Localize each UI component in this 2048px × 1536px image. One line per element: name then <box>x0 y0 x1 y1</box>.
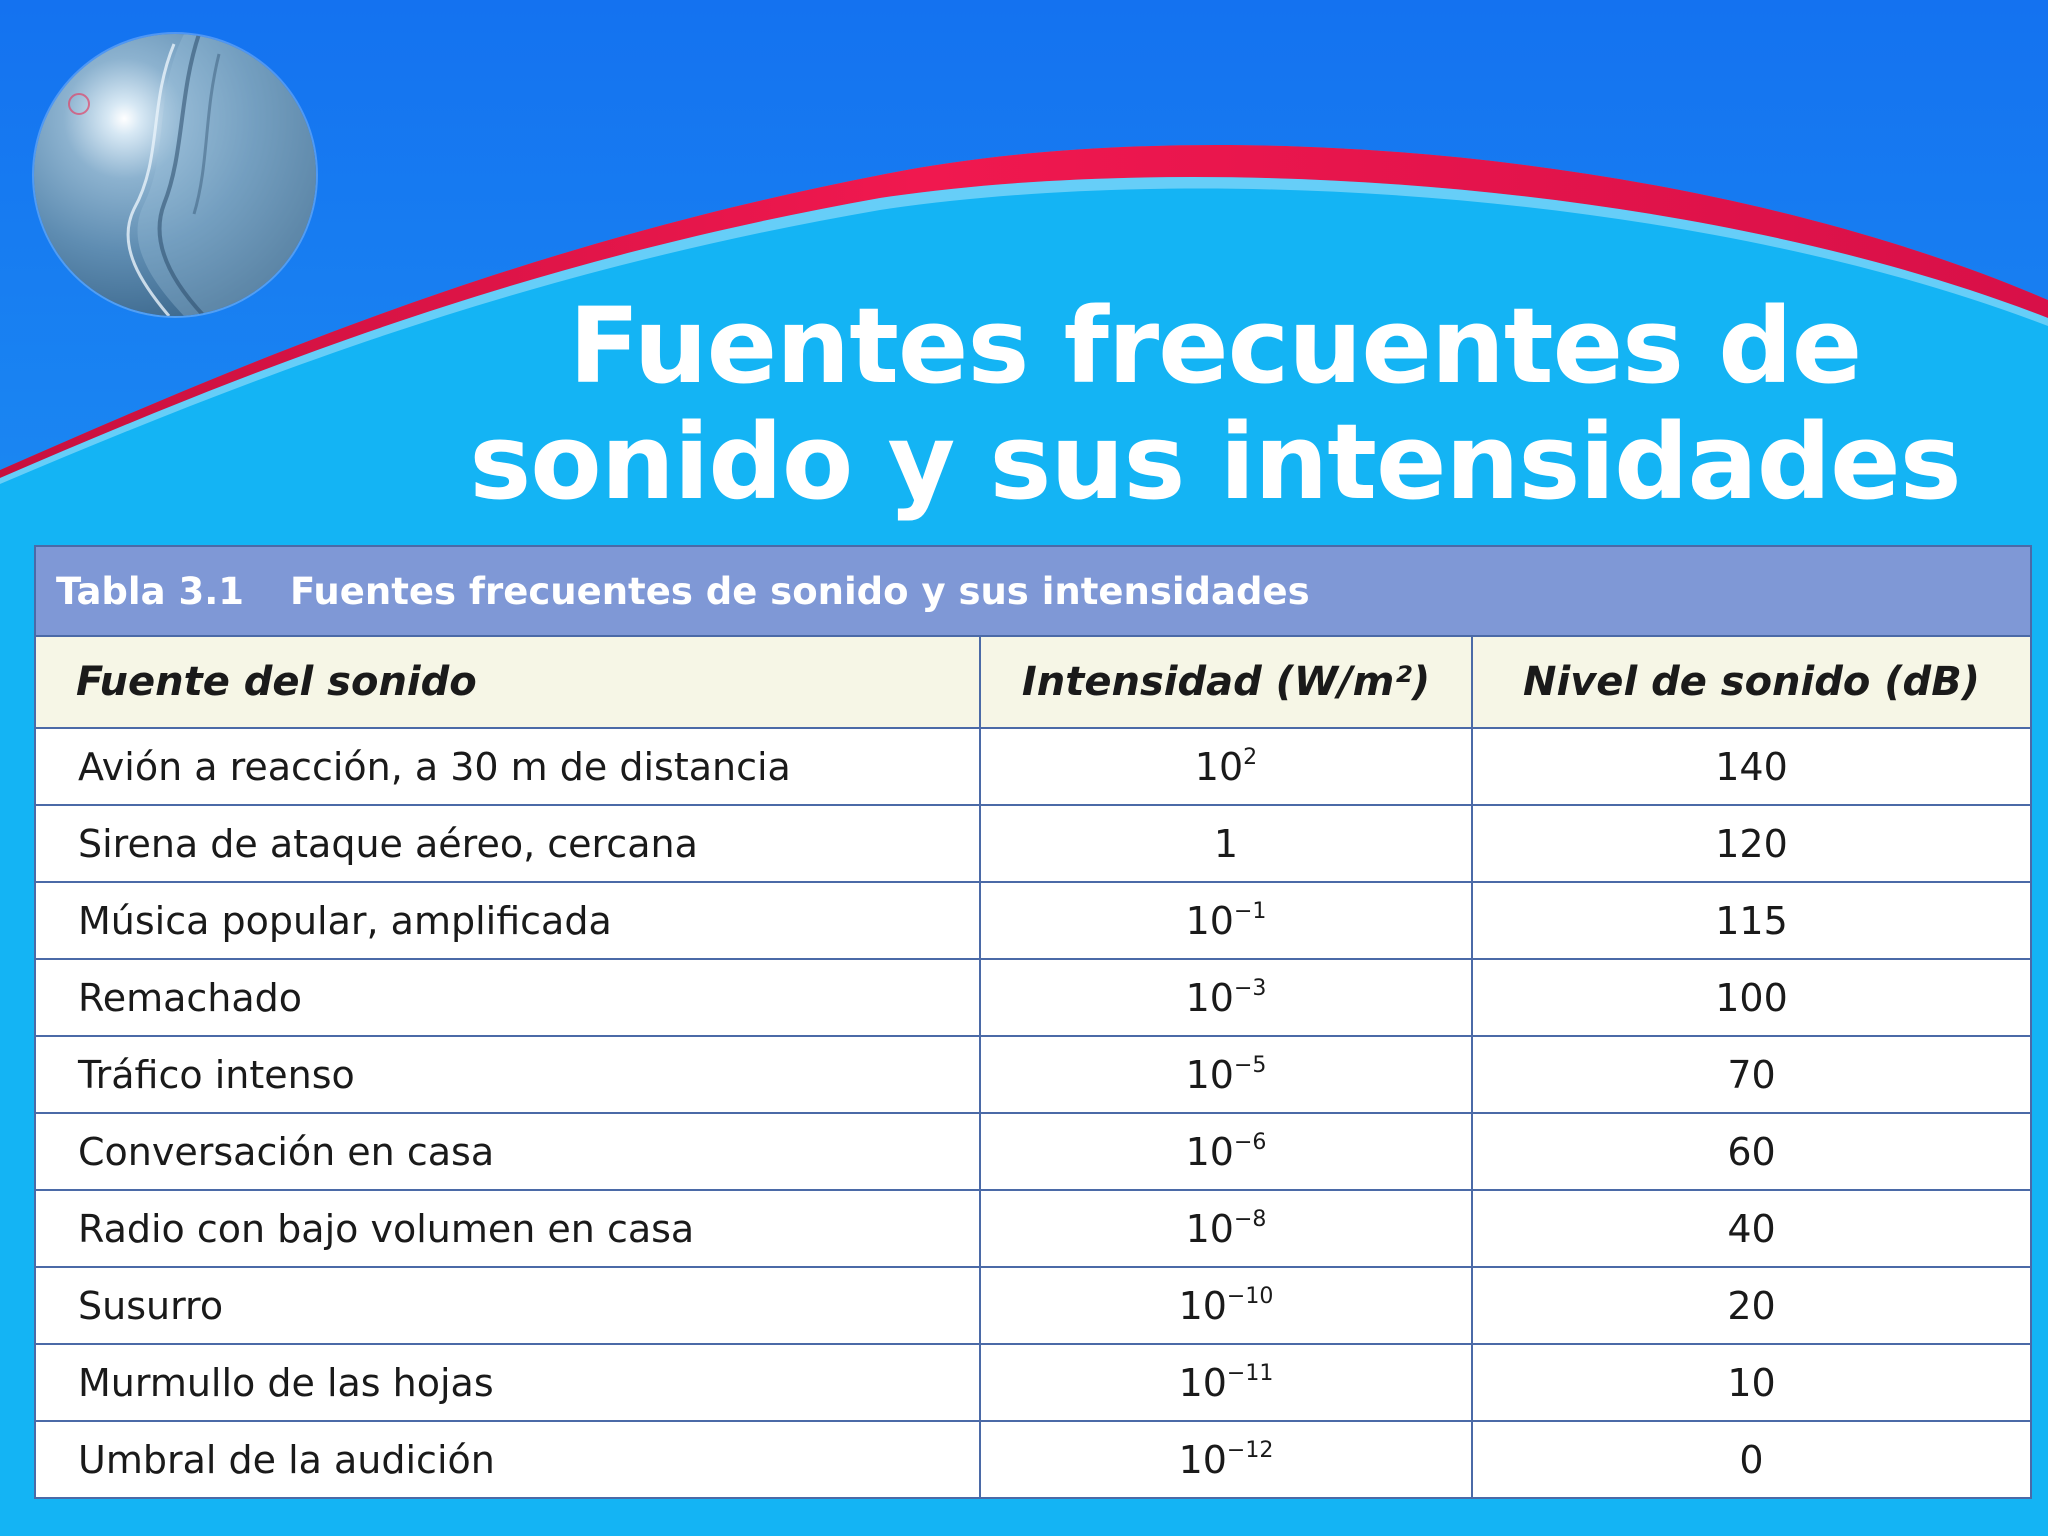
cell-source: Radio con bajo volumen en casa <box>35 1190 980 1267</box>
cell-level: 60 <box>1472 1113 2031 1190</box>
intensity-base: 10 <box>1194 744 1244 789</box>
cell-level: 10 <box>1472 1344 2031 1421</box>
cell-source: Sirena de ataque aéreo, cercana <box>35 805 980 882</box>
cell-intensity <box>980 1190 1472 1267</box>
table-row <box>35 1190 2031 1267</box>
intensity-base: 10 <box>1178 1437 1227 1482</box>
cell-source: Tráfico intenso <box>35 1036 980 1113</box>
cell-level: 20 <box>1472 1267 2031 1344</box>
page-title <box>430 285 2000 523</box>
cell-source: Susurro <box>35 1267 980 1344</box>
cell-intensity <box>980 1344 1472 1421</box>
cell-intensity <box>980 728 1472 805</box>
column-header-intensity: Intensidad (W/m²) <box>980 636 1472 728</box>
intensity-exponent: −11 <box>1226 1360 1274 1386</box>
table-row <box>35 882 2031 959</box>
intensity-base: 10 <box>1178 1360 1227 1405</box>
table-row <box>35 1267 2031 1344</box>
table-row <box>35 728 2031 805</box>
cell-source: Remachado <box>35 959 980 1036</box>
intensity-base: 10 <box>1185 898 1234 943</box>
title-line-1: Fuentes frecuentes de <box>568 285 1862 407</box>
intensity-exponent: 2 <box>1243 744 1258 770</box>
cell-intensity <box>980 882 1472 959</box>
title-line-2: sonido y sus intensidades <box>469 401 1961 523</box>
cell-level: 40 <box>1472 1190 2031 1267</box>
table-row <box>35 1113 2031 1190</box>
cell-level: 140 <box>1472 728 2031 805</box>
cell-level: 115 <box>1472 882 2031 959</box>
intensity-base: 10 <box>1185 1206 1234 1251</box>
table-row <box>35 1036 2031 1113</box>
table-caption-row <box>35 546 2031 636</box>
cell-source: Murmullo de las hojas <box>35 1344 980 1421</box>
table-row <box>35 959 2031 1036</box>
column-header-level: Nivel de sonido (dB) <box>1472 636 2031 728</box>
cell-source: Música popular, amplificada <box>35 882 980 959</box>
table-row <box>35 805 2031 882</box>
intensity-base: 1 <box>1213 821 1239 866</box>
intensity-exponent: −10 <box>1226 1283 1274 1309</box>
cell-intensity <box>980 805 1472 882</box>
cell-source: Avión a reacción, a 30 m de distancia <box>35 728 980 805</box>
cell-level: 0 <box>1472 1421 2031 1498</box>
table-caption <box>35 546 2031 636</box>
column-header-source: Fuente del sonido <box>35 636 980 728</box>
cell-intensity <box>980 1113 1472 1190</box>
cell-source: Conversación en casa <box>35 1113 980 1190</box>
intensity-exponent: −6 <box>1233 1129 1267 1155</box>
table-row <box>35 1421 2031 1498</box>
intensity-exponent: −5 <box>1233 1052 1267 1078</box>
cell-intensity <box>980 1267 1472 1344</box>
intensity-base: 10 <box>1185 1052 1234 1097</box>
intensity-base: 10 <box>1185 1129 1234 1174</box>
intensity-exponent: −3 <box>1233 975 1267 1001</box>
intensity-exponent: −8 <box>1233 1206 1267 1232</box>
intensity-exponent: −1 <box>1233 898 1267 924</box>
cell-level: 120 <box>1472 805 2031 882</box>
cell-level: 100 <box>1472 959 2031 1036</box>
cell-source: Umbral de la audición <box>35 1421 980 1498</box>
table-row <box>35 1344 2031 1421</box>
intensity-base: 10 <box>1185 975 1234 1020</box>
cell-intensity <box>980 959 1472 1036</box>
table-header-row <box>35 636 2031 728</box>
sound-intensity-table <box>34 545 2032 1499</box>
table-caption-number: Tabla 3.1 <box>56 569 244 613</box>
globe-image <box>34 34 316 316</box>
intensity-exponent: −12 <box>1226 1437 1274 1463</box>
cell-intensity <box>980 1036 1472 1113</box>
intensity-base: 10 <box>1178 1283 1227 1328</box>
cell-level: 70 <box>1472 1036 2031 1113</box>
table-caption-text: Fuentes frecuentes de sonido y sus intensidades <box>290 569 1310 613</box>
cell-intensity <box>980 1421 1472 1498</box>
